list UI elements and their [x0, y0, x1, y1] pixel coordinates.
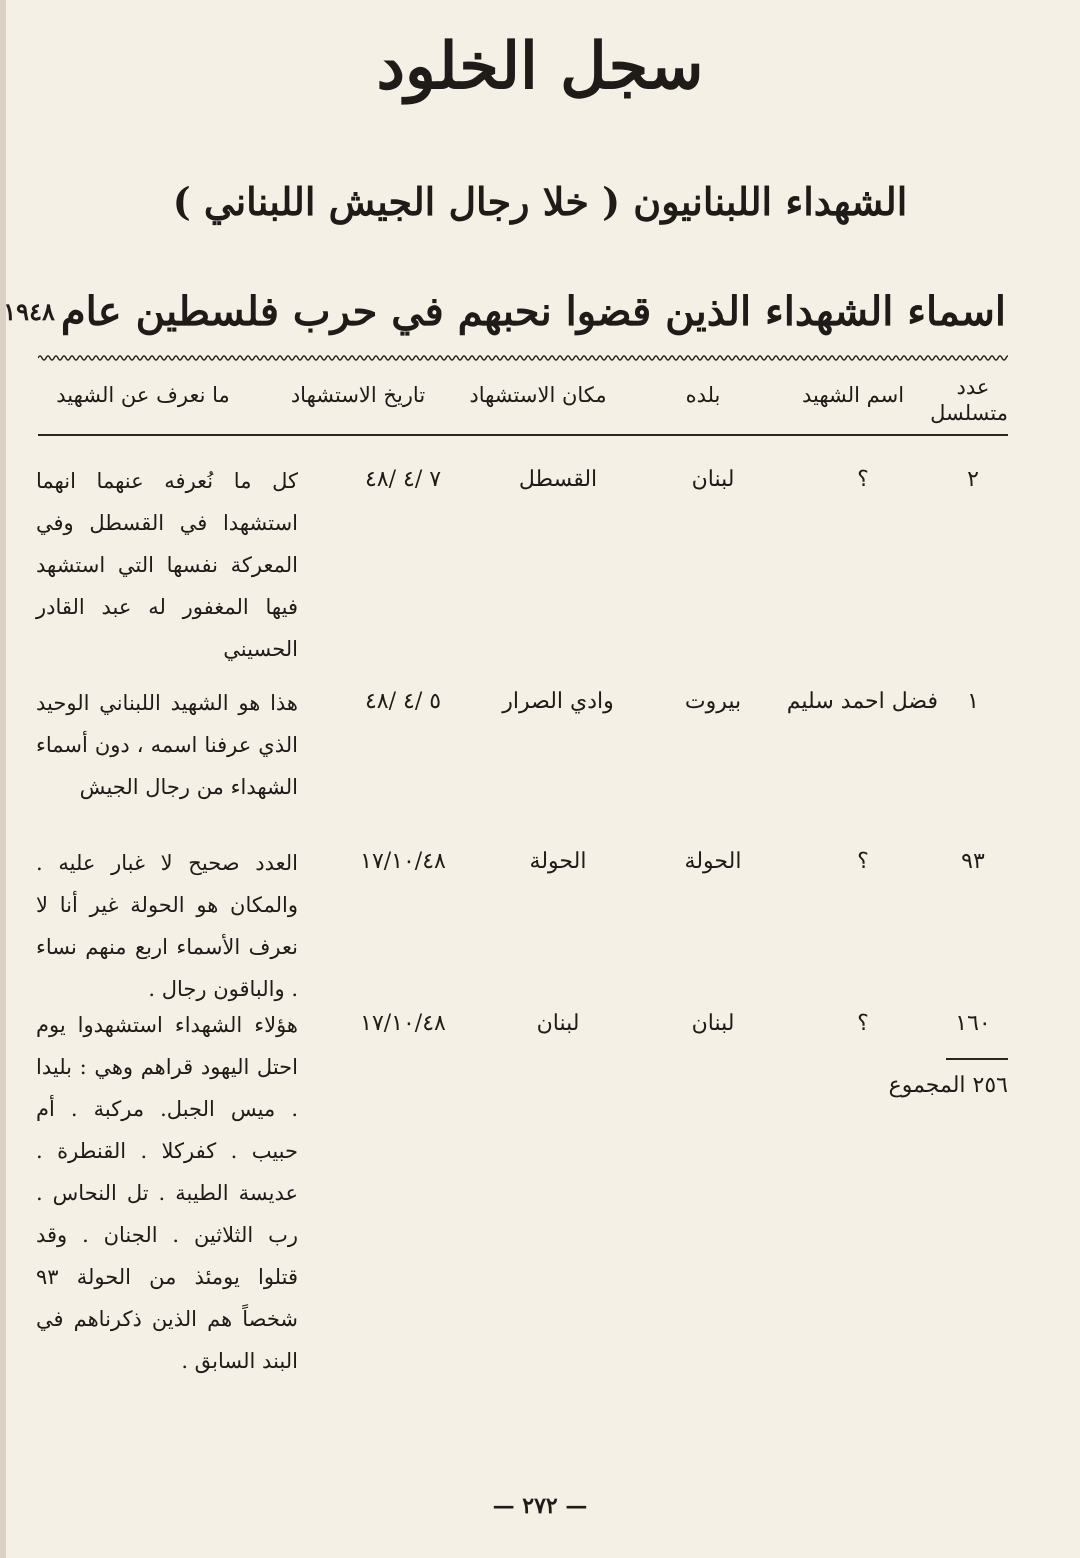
column-header-town: بلده — [685, 383, 721, 407]
place-cell: وادي الصرار — [502, 689, 614, 714]
wavy-divider — [38, 352, 1008, 364]
table-header — [38, 372, 1008, 434]
section-heading-year: ١٩٤٨ — [3, 297, 55, 326]
notes-cell: هذا هو الشهيد اللبناني الوحيد الذي عرفنا اسمه ، دون أسماء الشهداء من رجال الجيش — [36, 691, 298, 799]
header-rule — [38, 434, 1008, 436]
column-header-notes: ما نعرف عن الشهيد — [56, 383, 230, 407]
town-cell: بيروت — [684, 689, 742, 714]
notes-cell: العدد صحيح لا غبار عليه . والمكان هو الحولة غير أنا لا نعرف الأسماء اربع منهم نساء . والباقون رجال . — [36, 851, 298, 1001]
column-header-date: تاريخ الاستشهاد — [290, 383, 426, 407]
name-cell: ؟ — [857, 1011, 869, 1036]
date-cell: ٥ /٤ /٤٨ — [364, 689, 442, 714]
page-subtitle: الشهداء اللبنانيون ( خلا رجال الجيش اللبناني ) — [172, 179, 908, 224]
serial-cell: ١٦٠ — [955, 1011, 991, 1036]
total-line — [828, 1066, 1008, 1106]
name-cell: ؟ — [857, 467, 869, 492]
notes-cell: كل ما نُعرفه عنهما انهما استشهدا في القسطل وفي المعركة نفسها التي استشهد فيها المغفور له عبد القادر الحسيني — [36, 469, 298, 661]
serial-cell: ٢ — [967, 467, 979, 492]
serial-cell: ١ — [967, 689, 979, 714]
place-cell: لبنان — [536, 1011, 580, 1036]
town-cell: لبنان — [691, 467, 735, 492]
total-label: المجموع — [888, 1073, 966, 1098]
name-cell: ؟ — [857, 849, 869, 874]
date-cell: ٧ /٤ /٤٨ — [364, 467, 442, 492]
date-cell: ١٧/١٠/٤٨ — [360, 849, 446, 874]
page-number: — ٢٧٢ — — [492, 1493, 588, 1519]
column-header-serial: عدد متسلسل — [930, 375, 1008, 425]
total-value: ٢٥٦ — [972, 1073, 1008, 1098]
section-heading-text: اسماء الشهداء الذين قضوا نحبهم في حرب فلسطين عام — [60, 288, 1006, 335]
serial-cell: ٩٣ — [961, 849, 985, 874]
page-edge — [0, 0, 6, 1558]
page-title: سجل الخلود — [376, 29, 704, 104]
town-cell: لبنان — [691, 1011, 735, 1036]
section-heading — [3, 280, 1006, 344]
column-header-name: اسم الشهيد — [801, 383, 905, 407]
sum-rule — [946, 1058, 1008, 1060]
column-header-place: مكان الاستشهاد — [469, 383, 607, 407]
name-cell: فضل احمد سليم — [786, 689, 938, 714]
notes-cell: هؤلاء الشهداء استشهدوا يوم احتل اليهود قراهم وهي : بليدا . ميس الجبل. مركبة . أم حبيب . كفركلا . القنطرة . عديسة الطيبة . تل النحاس . رب الثلاثين . الجنان . وقد قتلوا يومئذ من الحولة ٩٣ شخصاً هم الذين ذكرناهم في البند السابق . — [36, 1013, 298, 1373]
town-cell: الحولة — [684, 849, 742, 874]
place-cell: القسطل — [518, 467, 598, 492]
place-cell: الحولة — [529, 849, 587, 874]
date-cell: ١٧/١٠/٤٨ — [360, 1011, 446, 1036]
